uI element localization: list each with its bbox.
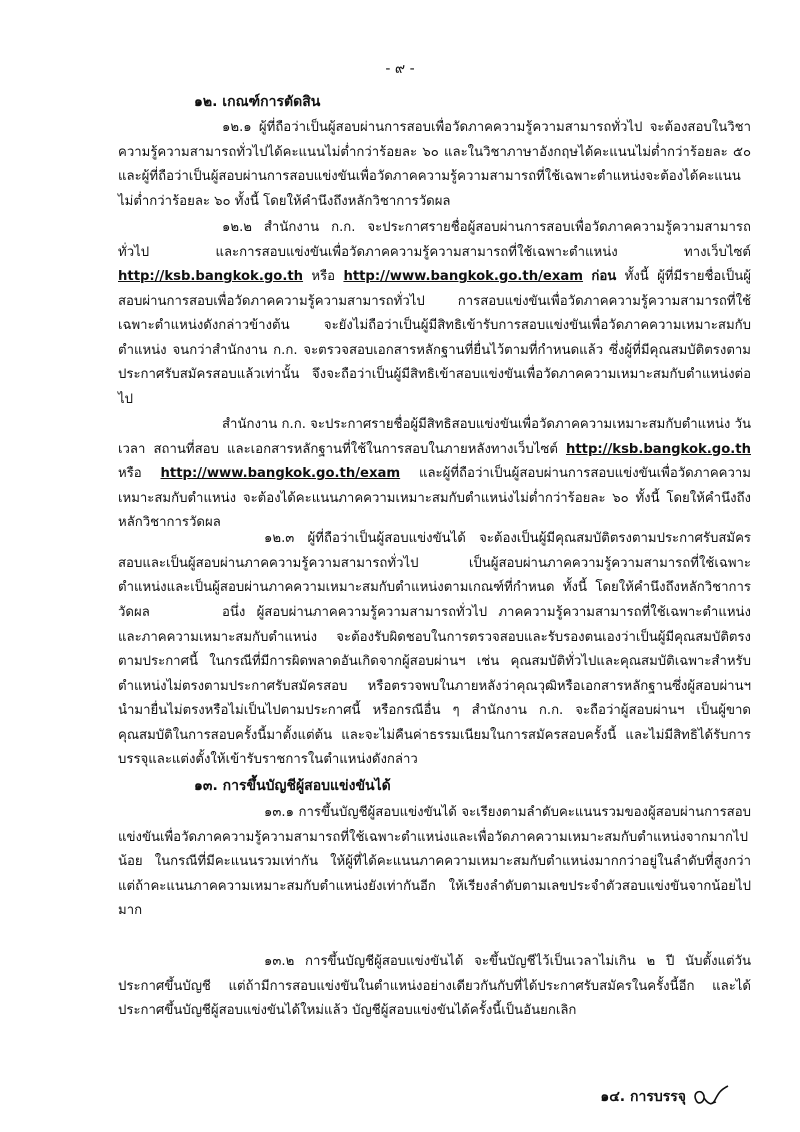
section-13-1	[118, 801, 751, 924]
or-text-2: หรือ	[118, 466, 142, 481]
page-number: - ๙ -	[385, 61, 415, 77]
section-12-note	[118, 601, 751, 773]
initials-signature-icon	[690, 1082, 730, 1112]
paragraph-12-note: อนึ่ง ผู้สอบผ่านภาคความรู้ความสามารถทั่วไป ภาคความรู้ความสามารถที่ใช้เฉพาะตำแหน่งและภาคความเหมาะสมกับตำแหน่ง จะต้องรับผิดชอบในการตรวจสอบและรับรองตนเองว่าเป็นผู้มีคุณสมบัติตรงตามประกาศนี้ ในกรณีที่มีการผิดพลาดอันเกิดจากผู้สอบผ่านฯ เช่น คุณสมบัติทั่วไปและคุณสมบัติเฉพาะสำหรับตำแหน่งไม่ตรงตามประกาศรับสมัครสอบ หรือตรวจพบในภายหลังว่าคุณวุฒิหรือเอกสารหลักฐานซึ่งผู้สอบผ่านฯ นำมายื่นไม่ตรงหรือไม่เป็นไปตามประกาศนี้ หรือกรณีอื่น ๆ สำนักงาน ก.ก. จะถือว่าผู้สอบผ่านฯ เป็นผู้ขาดคุณสมบัติในการสอบครั้งนี้มาตั้งแต่ต้น และจะไม่คืนค่าธรรมเนียมในการสมัครสอบครั้งนี้ และไม่มีสิทธิได้รับการบรรจุและแต่งตั้งให้เข้ารับราชการในตำแหน่งดังกล่าว	[118, 605, 751, 767]
link-ksb-1[interactable]: http://ksb.bangkok.go.th	[118, 269, 304, 284]
paragraph-12-2c-text-b: และผู้ที่ถือว่าเป็นผู้สอบผ่านการสอบแข่งขันเพื่อวัดภาคความเหมาะสมกับตำแหน่ง จะต้องได้คะแนนภาคความเหมาะสมกับตำแหน่งไม่ต่ำกว่าร้อยละ ๖๐ ทั้งนี้ โดยให้คำนึงถึงหลักวิชาการวัดผล	[118, 466, 751, 530]
section-12-heading: ๑๒. เกณฑ์การตัดสิน	[194, 94, 321, 110]
paragraph-12-2c-text-a: สำนักงาน ก.ก. จะประกาศรายชื่อผู้มีสิทธิสอบแข่งขันเพื่อวัดภาคความเหมาะสมกับตำแหน่ง วัน เวลา สถานที่สอบ และเอกสารหลักฐานที่ใช้ในการสอบในภายหลังทางเว็บไซต์	[118, 417, 751, 457]
paragraph-12-1: ๑๒.๑ ผู้ที่ถือว่าเป็นผู้สอบผ่านการสอบเพื่อวัดภาคความรู้ความสามารถทั่วไป จะต้องสอบในวิชาความรู้ความสามารถทั่วไปได้คะแนนไม่ต่ำกว่าร้อยละ ๖๐ และในวิชาภาษาอังกฤษได้คะแนนไม่ต่ำกว่าร้อยละ ๕๐ และผู้ที่ถือว่าเป็นผู้สอบผ่านการสอบแข่งขันเพื่อวัดภาคความรู้ความสามารถที่ใช้เฉพาะตำแหน่งจะต้องได้คะแนนไม่ต่ำกว่าร้อยละ ๖๐ ทั้งนี้ โดยให้คำนึงถึงหลักวิชาการวัดผล	[118, 120, 751, 209]
section-12-2-continued	[118, 413, 751, 536]
next-section-text: ๑๔. การบรรจุ	[600, 1089, 686, 1105]
paragraph-13-1: ๑๓.๑ การขึ้นบัญชีผู้สอบแข่งขันได้ จะเรียงตามลำดับคะแนนรวมของผู้สอบผ่านการสอบแข่งขันเพื่อวัดภาคความรู้ความสามารถที่ใช้เฉพาะตำแหน่งและเพื่อวัดภาคความเหมาะสมกับตำแหน่งจากมากไปน้อย ในกรณีที่มีคะแนนรวมเท่ากัน ให้ผู้ที่ได้คะแนนภาคความเหมาะสมกับตำแหน่งมากกว่าอยู่ในลำดับที่สูงกว่า แต่ถ้าคะแนนภาคความเหมาะสมกับตำแหน่งยังเท่ากันอีก ให้เรียงลำดับตามเลขประจำตัวสอบแข่งขันจากน้อยไปมาก	[118, 805, 751, 918]
section-13	[118, 774, 751, 799]
paragraph-12-3: ๑๒.๓ ผู้ที่ถือว่าเป็นผู้สอบแข่งขันได้ จะต้องเป็นผู้มีคุณสมบัติตรงตามประกาศรับสมัครสอบและเป็นผู้สอบผ่านภาคความรู้ความสามารถทั่วไป เป็นผู้สอบผ่านภาคความรู้ความสามารถที่ใช้เฉพาะตำแหน่งและเป็นผู้สอบผ่านภาคความเหมาะสมกับตำแหน่งตามเกณฑ์ที่กำหนด ทั้งนี้ โดยให้คำนึงถึงหลักวิชาการวัดผล	[118, 531, 751, 620]
paragraph-12-2-text-a: ๑๒.๒ สำนักงาน ก.ก. จะประกาศรายชื่อผู้สอบผ่านการสอบเพื่อวัดภาคความรู้ความสามารถทั่วไป และการสอบแข่งขันเพื่อวัดภาคความรู้ความสามารถที่ใช้เฉพาะตำแหน่ง ทางเว็บไซต์	[118, 220, 751, 260]
link-exam-1[interactable]: http://www.bangkok.go.th/exam	[343, 269, 584, 284]
paragraph-12-2-continued	[118, 413, 751, 536]
section-13-2	[118, 950, 751, 1024]
section-13-heading: ๑๓. การขึ้นบัญชีผู้สอบแข่งขันได้	[194, 778, 391, 794]
paragraph-12-2	[118, 216, 751, 412]
paragraph-12-2-text-b: ทั้งนี้ ผู้ที่มีรายชื่อเป็นผู้สอบผ่านการสอบเพื่อวัดภาคความรู้ความสามารถทั่วไป การสอบแข่งขันเพื่อวัดภาคความรู้ความสามารถที่ใช้เฉพาะตำแหน่งดังกล่าวข้างต้น จะยังไม่ถือว่าเป็นผู้มีสิทธิเข้ารับการสอบแข่งขันเพื่อวัดภาคความเหมาะสมกับตำแหน่ง จนกว่าสำนักงาน ก.ก. จะตรวจสอบเอกสารหลักฐานที่ยื่นไว้ตามที่กำหนดแล้ว ซึ่งผู้ที่มีคุณสมบัติตรงตามประกาศรับสมัครสอบแล้วเท่านั้น จึงจะถือว่าเป็นผู้มีสิทธิเข้าสอบแข่งขันเพื่อวัดภาคความเหมาะสมกับตำแหน่งต่อไป	[118, 269, 751, 407]
section-12-1	[118, 116, 751, 214]
before-text: ก่อน	[591, 269, 617, 284]
section-12	[118, 90, 751, 115]
link-ksb-2[interactable]: http://ksb.bangkok.go.th	[565, 441, 751, 457]
section-12-2	[118, 216, 751, 412]
link-exam-2[interactable]: http://www.bangkok.go.th/exam	[160, 466, 401, 481]
paragraph-13-2: ๑๓.๒ การขึ้นบัญชีผู้สอบแข่งขันได้ จะขึ้นบัญชีไว้เป็นเวลาไม่เกิน ๒ ปี นับตั้งแต่วันประกาศขึ้นบัญชี แต่ถ้ามีการสอบแข่งขันในตำแหน่งอย่างเดียวกันกับที่ได้ประกาศรับสมัครในครั้งนี้อีก และได้ประกาศขึ้นบัญชีผู้สอบแข่งขันได้ใหม่แล้ว บัญชีผู้สอบแข่งขันได้ครั้งนี้เป็นอันยกเลิก	[118, 954, 751, 1018]
next-section-marker	[600, 1082, 730, 1112]
or-text-1: หรือ	[311, 269, 336, 284]
